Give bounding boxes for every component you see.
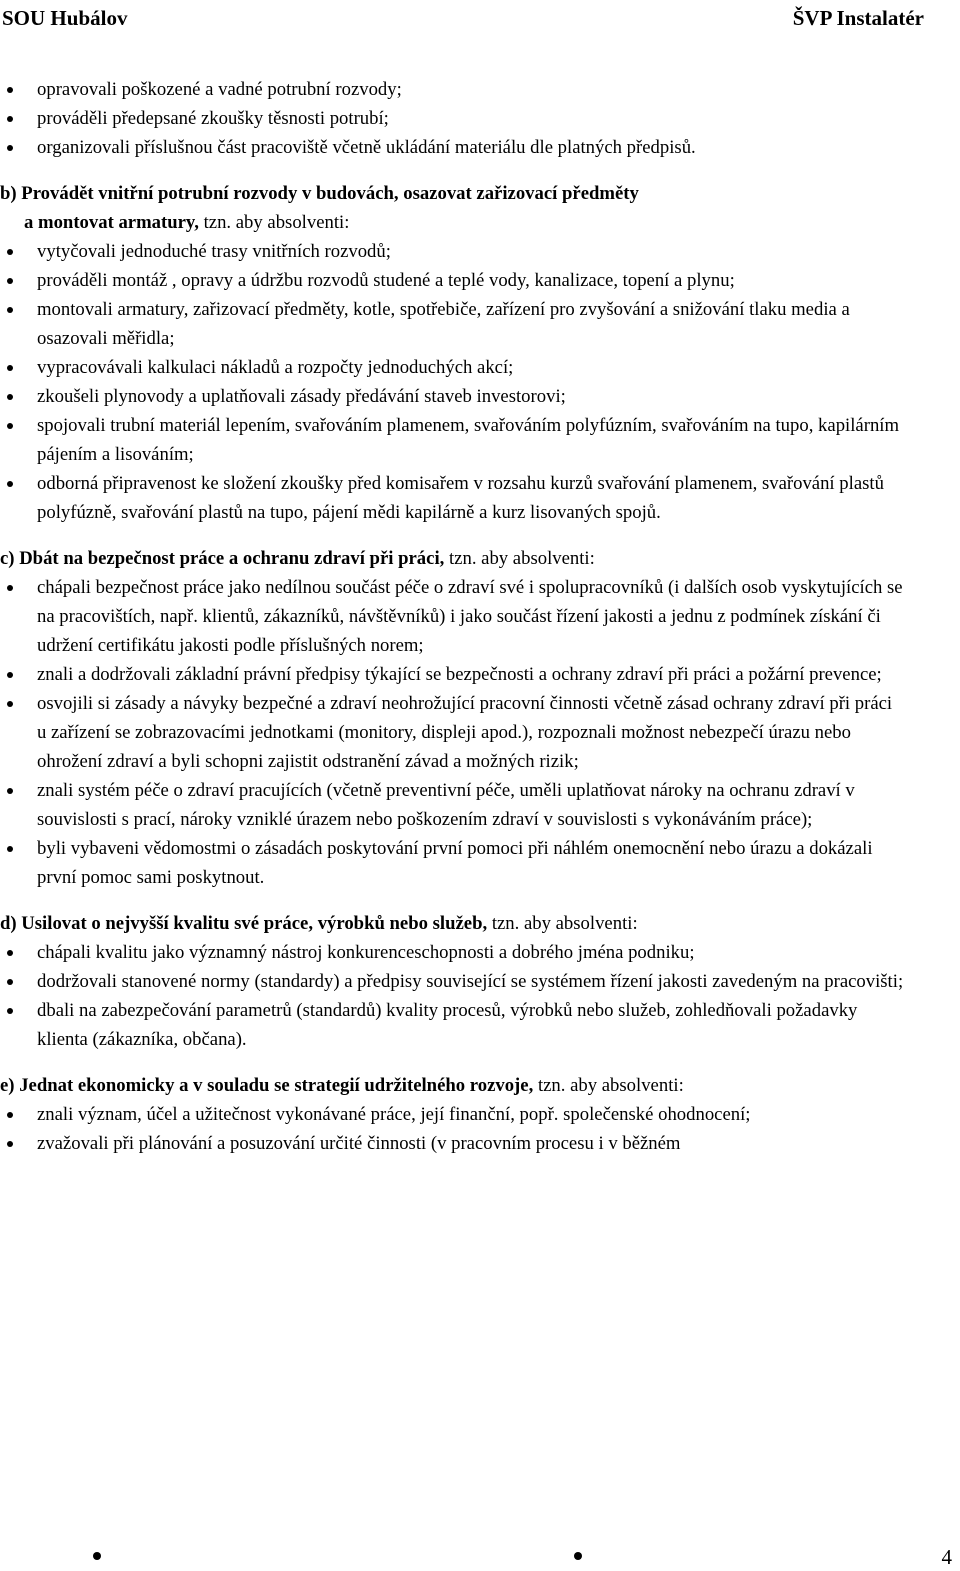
list-item: chápali kvalitu jako významný nástroj konkurenceschopnosti a dobrého jména podniku; [0,938,905,967]
section-b-title-line1: b) Provádět vnitřní potrubní rozvody v budovách, osazovat zařizovací předměty [0,183,639,204]
list-item: byli vybaveni vědomostmi o zásadách poskytování první pomoci při náhlém onemocnění nebo úrazu a dokázali první pomoc sami poskytnout. [0,834,905,892]
list-item: spojovali trubní materiál lepením, svařováním plamenem, svařováním polyfúzním, svařováním na tupo, kapilárním pájením a lisováním; [0,411,905,469]
list-item: prováděli předepsané zkoušky těsnosti potrubí; [0,104,905,133]
list-item: prováděli montáž , opravy a údržbu rozvodů studené a teplé vody, kanalizace, topení a plynu; [0,266,905,295]
intro-list [0,75,905,162]
list-item: znali systém péče o zdraví pracujících (včetně preventivní péče, uměli uplatňovat nároky na ochranu zdraví v souvislosti s prací, nároky vzniklé úrazem nebo poškozením zdraví v souvislosti s vykonáváním práce); [0,776,905,834]
section-b [0,179,905,527]
bullet-dot-icon [574,1552,582,1560]
section-d-title [0,909,905,938]
section-d-list [0,938,905,1054]
section-e-list [0,1100,905,1158]
section-e-title [0,1071,905,1100]
section-c-title-rest: tzn. aby absolventi: [444,548,595,569]
list-item: opravovali poškozené a vadné potrubní rozvody; [0,75,905,104]
section-c-title [0,544,905,573]
list-item: chápali bezpečnost práce jako nedílnou součást péče o zdraví své i spolupracovníků (i dalších osob vyskytujících se na pracovištích, např. klientů, zákazníků, návštěvníků) i jako součást řízení jakosti a jednu z podmínek získání či udržení certifikátu jakosti podle příslušných norem; [0,573,905,660]
section-c [0,544,905,892]
section-b-title-rest: tzn. aby absolventi: [198,212,350,233]
bullet-dot-icon [93,1552,101,1560]
list-item: montovali armatury, zařizovací předměty, kotle, spotřebiče, zařízení pro zvyšování a snižování tlaku media a osazovali měřidla; [0,295,905,353]
list-item: zvažovali při plánování a posuzování určité činnosti (v pracovním procesu i v běžném [0,1129,905,1158]
list-item: vytyčovali jednoduché trasy vnitřních rozvodů; [0,237,905,266]
list-item: osvojili si zásady a návyky bezpečné a zdraví neohrožující pracovní činnosti včetně zásad ochrany zdraví při práci u zařízení se zobrazovacími jednotkami (monitory, displeji apod.), rozpoznali možnost nebezpečí úrazu nebo ohrožení zdraví a byli schopni zajistit odstranění závad a možných rizik; [0,689,905,776]
list-item: dodržovali stanovené normy (standardy) a předpisy související se systémem řízení jakosti zavedeným na pracovišti; [0,967,905,996]
section-e-title-rest: tzn. aby absolventi: [533,1075,684,1096]
list-item: znali a dodržovali základní právní předpisy týkající se bezpečnosti a ochrany zdraví při práci a požární prevence; [0,660,905,689]
section-c-title-bold: c) Dbát na bezpečnost práce a ochranu zdraví při práci, [0,548,445,569]
section-b-title [0,179,905,237]
document-body [0,75,905,1158]
list-item: znali význam, účel a užitečnost vykonávané práce, její finanční, popř. společenské ohodnocení; [0,1100,905,1129]
section-b-title-line2: a montovat armatury, [24,212,199,233]
header-school: SOU Hubálov [2,6,128,30]
section-e [0,1071,905,1158]
page-number: 4 [941,1545,952,1569]
list-item: odborná připravenost ke složení zkoušky před komisařem v rozsahu kurzů svařování plamenem, svařování plastů polyfúzně, svařování plastů na tupo, pájení mědi kapilárně a kurz lisovaných spojů. [0,469,905,527]
footer-bullets [0,1552,960,1564]
section-d [0,909,905,1054]
section-e-title-bold: e) Jednat ekonomicky a v souladu se strategií udržitelného rozvoje, [0,1075,534,1096]
section-b-list [0,237,905,527]
header-program: ŠVP Instalatér [792,6,924,30]
list-item: organizovali příslušnou část pracoviště včetně ukládání materiálu dle platných předpisů. [0,133,905,162]
list-item: zkoušeli plynovody a uplatňovali zásady předávání staveb investorovi; [0,382,905,411]
list-item: dbali na zabezpečování parametrů (standardů) kvality procesů, výrobků nebo služeb, zohledňovali požadavky klienta (zákazníka, občana). [0,996,905,1054]
section-c-list [0,573,905,892]
list-item: vypracovávali kalkulaci nákladů a rozpočty jednoduchých akcí; [0,353,905,382]
section-d-title-rest: tzn. aby absolventi: [487,913,638,934]
section-d-title-bold: d) Usilovat o nejvyšší kvalitu své práce, výrobků nebo služeb, [0,913,488,934]
page-header [0,4,924,32]
